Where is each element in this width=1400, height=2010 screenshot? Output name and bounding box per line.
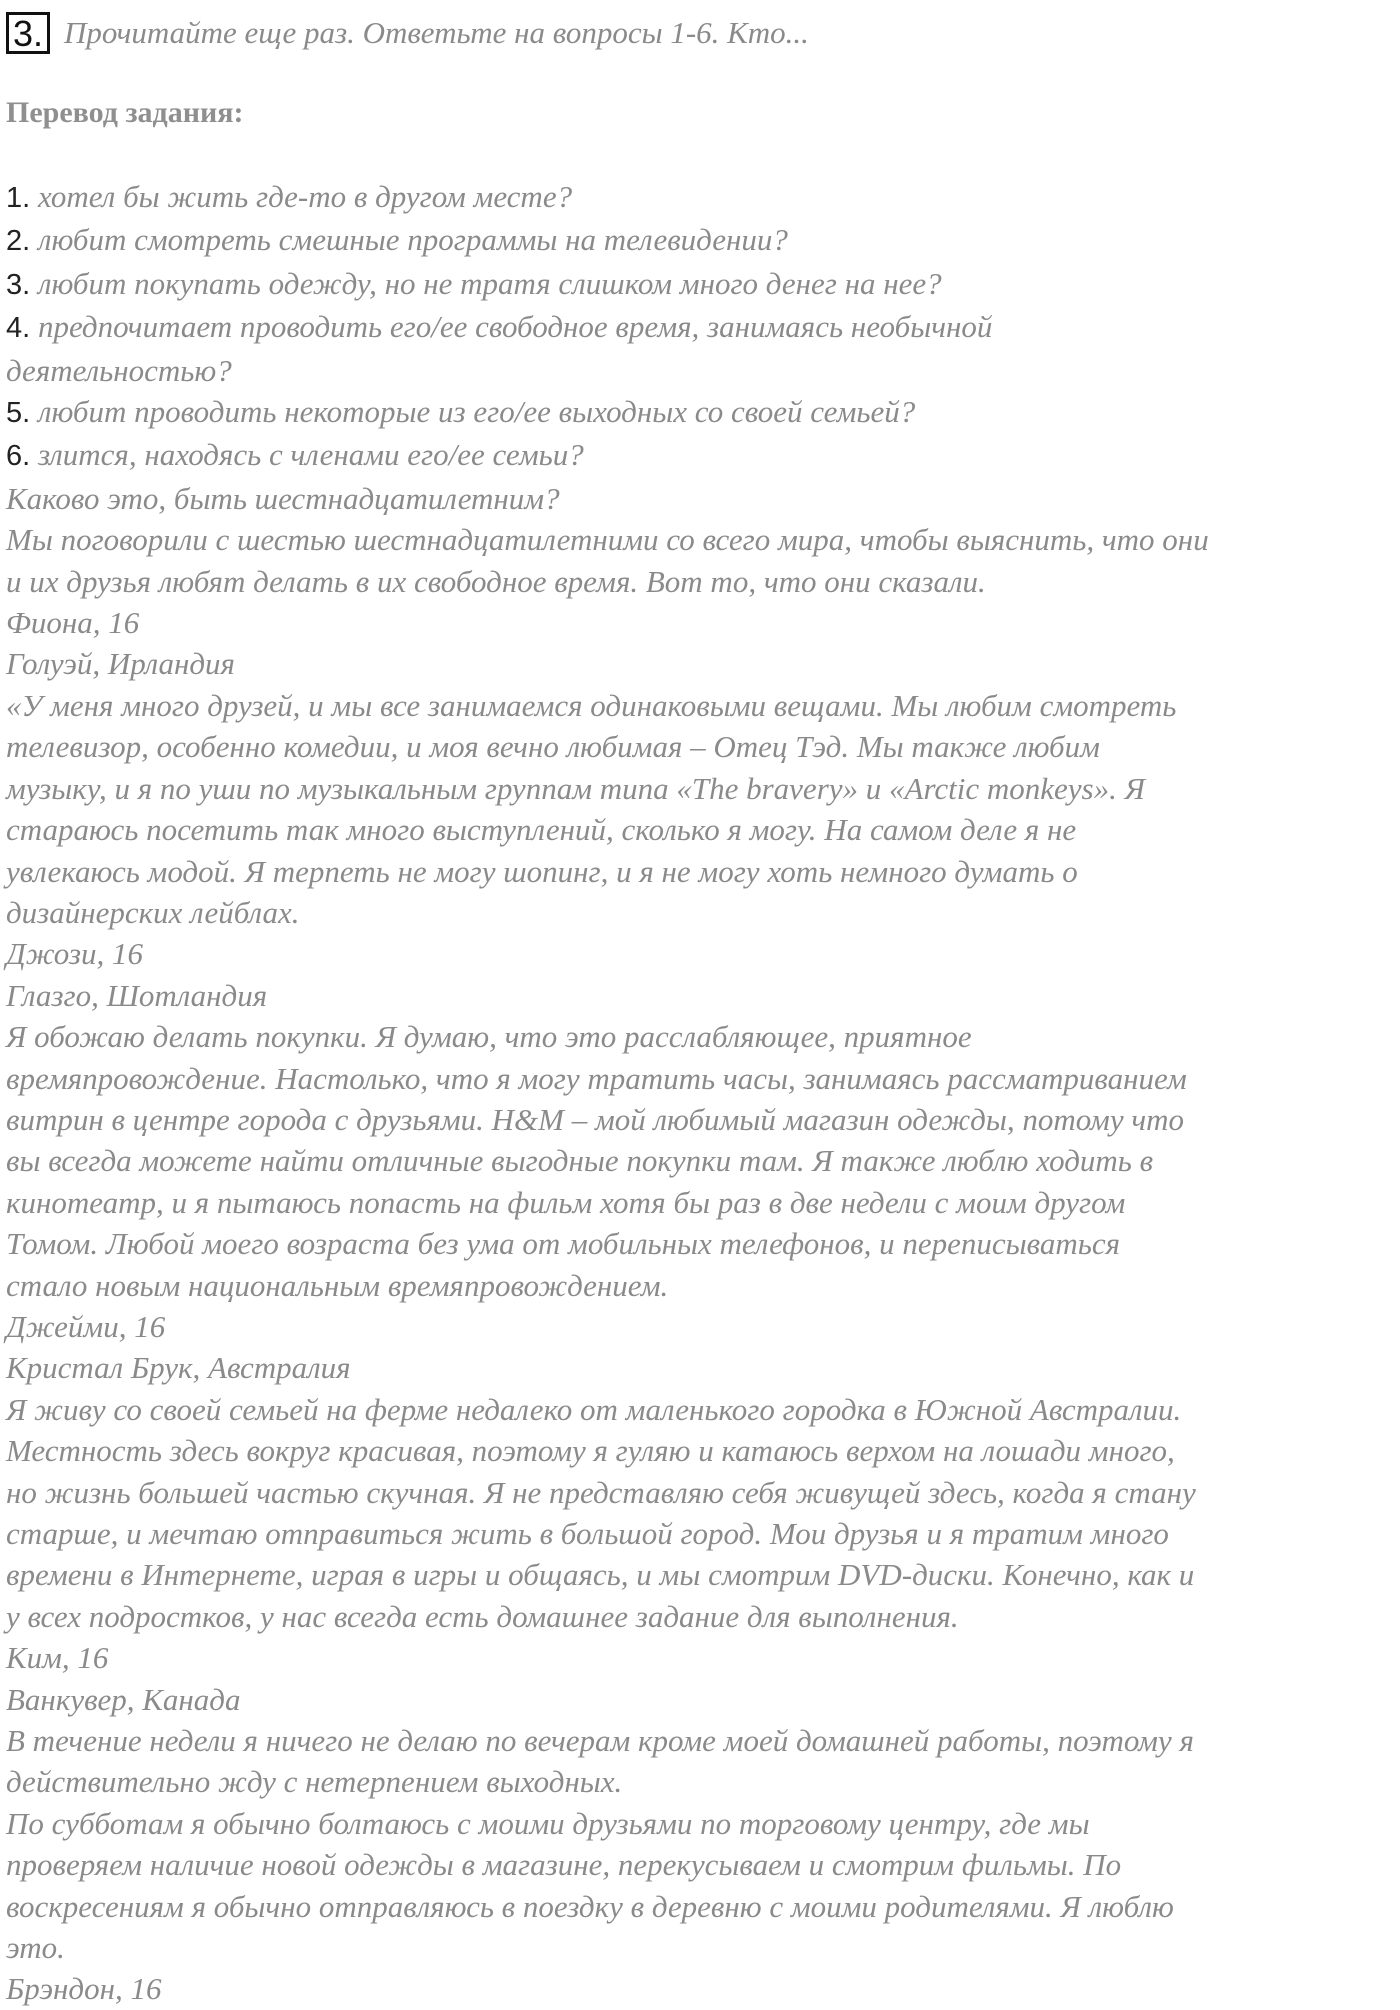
text-line: Томом. Любой моего возраста без ума от мобильных телефонов, и переписываться bbox=[6, 1226, 1121, 1262]
question-item bbox=[6, 219, 1394, 262]
text-line: старше, и мечтаю отправиться жить в большой город. Мои друзья и я тратим много bbox=[6, 1516, 1169, 1551]
person-name: Фиона, 16 bbox=[6, 605, 140, 641]
text-line: времени в Интернете, играя в игры и общаясь, и мы смотрим DVD-диски. Конечно, как и bbox=[6, 1557, 1195, 1593]
question-text: предпочитает проводить его/ее свободное время, занимаясь необычной деятельностью? bbox=[6, 309, 993, 388]
text-line: увлекаюсь модой. Я терпеть не могу шопинг, и я не могу хоть немного думать о bbox=[6, 853, 1078, 889]
text-line: но жизнь большей частью скучная. Я не представляю себя живущей здесь, когда я стану bbox=[6, 1474, 1196, 1510]
question-number: 6. bbox=[6, 440, 31, 473]
text-line: воскресениям я обычно отправляюсь в поездку в деревню с моими родителями. Я люблю bbox=[6, 1888, 1174, 1924]
task-instruction: Прочитайте еще раз. Ответьте на вопросы 1-6. Кто... bbox=[64, 15, 809, 50]
person-location: Глазго, Шотландия bbox=[6, 977, 268, 1013]
text-line: кинотеатр, и я пытаюсь попасть на фильм хотя бы раз в две недели с моим другом bbox=[6, 1184, 1126, 1220]
question-item bbox=[6, 176, 1394, 219]
task-header bbox=[6, 10, 809, 56]
question-text: любит проводить некоторые из его/ее выходных со своей семьей? bbox=[37, 394, 916, 430]
person-name: Джози, 16 bbox=[6, 936, 143, 972]
text-line: у всех подростков, у нас всегда есть домашнее задание для выполнения. bbox=[6, 1598, 959, 1634]
question-item bbox=[6, 434, 1394, 477]
question-text: любит смотреть смешные программы на телевидении? bbox=[37, 222, 788, 258]
text-line: действительно жду с нетерпением выходных. bbox=[6, 1764, 623, 1800]
question-number: 4. bbox=[6, 312, 31, 345]
text-line: вы всегда можете найти отличные выгодные покупки там. Я также люблю ходить в bbox=[6, 1143, 1154, 1179]
question-text: любит покупать одежду, но не тратя слишком много денег на нее? bbox=[37, 265, 942, 301]
text-line: Я живу со своей семьей на ферме недалеко от маленького городка в Южной Австралии. bbox=[6, 1391, 1182, 1427]
question-item bbox=[6, 391, 1394, 434]
text-line: стало новым национальным времяпровождением. bbox=[6, 1267, 669, 1303]
translation-heading: Перевод задания: bbox=[6, 96, 244, 129]
person-location: Ванкувер, Канада bbox=[6, 1681, 241, 1717]
person-name: Джейми, 16 bbox=[6, 1308, 166, 1344]
question-item bbox=[6, 306, 1166, 391]
text-line: стараюсь посетить так много выступлений, сколько я могу. На самом деле я не bbox=[6, 812, 1077, 848]
question-text: злится, находясь с членами его/ее семьи? bbox=[37, 437, 584, 473]
person-name: Ким, 16 bbox=[6, 1640, 109, 1676]
text-line: В течение недели я ничего не делаю по вечерам кроме моей домашней работы, поэтому я bbox=[6, 1723, 1194, 1759]
question-number: 3. bbox=[6, 268, 31, 301]
text-line: «У меня много друзей, и мы все занимаемся одинаковыми вещами. Мы любим смотреть bbox=[6, 687, 1177, 723]
intro-line: Мы поговорили с шестью шестнадцатилетними со всего мира, чтобы выяснить, что они bbox=[6, 522, 1209, 558]
text-line: времяпровождение. Настолько, что я могу тратить часы, занимаясь рассматриванием bbox=[6, 1060, 1187, 1096]
task-number-box: 3. bbox=[6, 12, 50, 54]
person-location: Кристал Брук, Австралия bbox=[6, 1350, 351, 1386]
question-number: 5. bbox=[6, 397, 31, 430]
text-line: дизайнерских лейблах. bbox=[6, 894, 300, 930]
question-item bbox=[6, 263, 1394, 306]
question-number: 1. bbox=[6, 182, 31, 214]
text-line: По субботам я обычно болтаюсь с моими друзьями по торговому центру, где мы bbox=[6, 1805, 1090, 1841]
text-line: телевизор, особенно комедии, и моя вечно любимая – Отец Тэд. Мы также любим bbox=[6, 729, 1100, 765]
document-body bbox=[6, 176, 1394, 2010]
person-name: Брэндон, 16 bbox=[6, 1971, 162, 2007]
question-text: хотел бы жить где-то в другом месте? bbox=[37, 179, 573, 214]
text-line: музыку, и я по уши по музыкальным группам типа «The bravery» и «Arctic monkeys». Я bbox=[6, 770, 1145, 806]
text-line: Я обожаю делать покупки. Я думаю, что это расслабляющее, приятное bbox=[6, 1019, 972, 1055]
article-title: Каково это, быть шестнадцатилетним? bbox=[6, 480, 560, 516]
question-number: 2. bbox=[6, 225, 31, 258]
text-line: это. bbox=[6, 1930, 65, 1966]
intro-line: и их друзья любят делать в их свободное время. Вот то, что они сказали. bbox=[6, 563, 986, 599]
person-location: Голуэй, Ирландия bbox=[6, 646, 235, 682]
text-line: проверяем наличие новой одежды в магазине, перекусываем и смотрим фильмы. По bbox=[6, 1847, 1122, 1883]
text-line: Местность здесь вокруг красивая, поэтому я гуляю и катаюсь верхом на лошади много, bbox=[6, 1433, 1175, 1469]
text-line: витрин в центре города с друзьями. H&M – мой любимый магазин одежды, потому что bbox=[6, 1101, 1184, 1137]
